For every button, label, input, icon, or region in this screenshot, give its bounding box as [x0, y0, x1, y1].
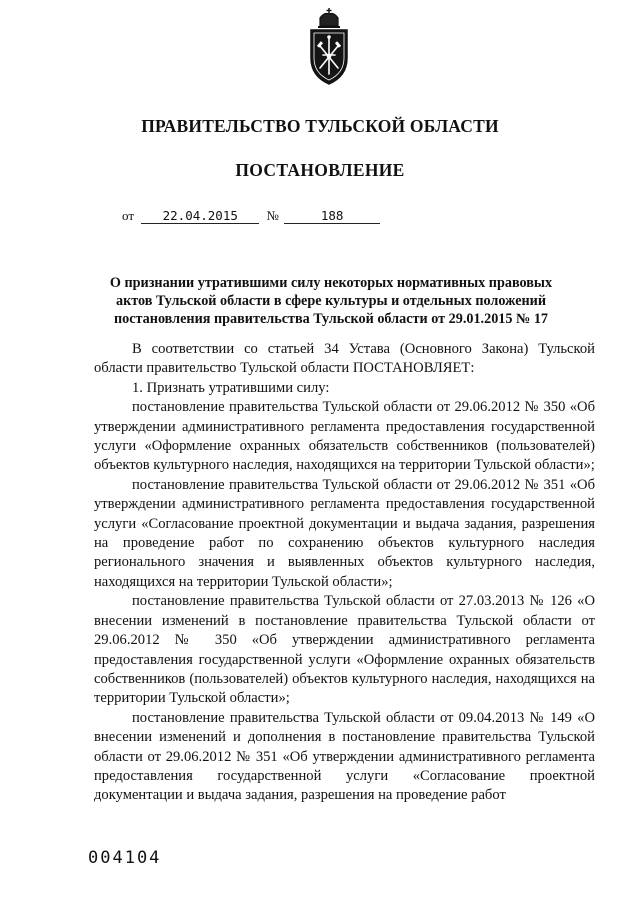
subject-line: актов Тульской области в сфере культуры и отдельных положений: [115, 293, 547, 309]
government-title: ПРАВИТЕЛЬСТВО ТУЛЬСКОЙ ОБЛАСТИ: [141, 116, 499, 136]
body-paragraph: постановление правительства Тульской области от 09.04.2013 № 149 «О внесении изменений и дополнения в постановление правительства Тульской области от 29.06.2012 № 351 «Об утверждении административного регламента предоставления государственной услуги «Согласование проектной документации и выдача задания, разрешения на проведение работ: [94, 709, 595, 804]
body-paragraph: постановление правительства Тульской области от 29.06.2012 № 350 «Об утверждении административного регламента предоставления государственной услуги «Оформление охранных обязательств собственников (пользователей) объектов культурного наследия, находящихся на территории Тульской области»;: [94, 399, 595, 474]
coat-of-arms-icon: [306, 6, 352, 88]
body-paragraph: постановление правительства Тульской области от 27.03.2013 № 126 «О внесении изменений в постановление правительства Тульской области от 29.06.2012 № 350 «Об утверждении административного регламента предоставления государственной услуги «Оформление охранных обязательств собственников (пользователей) объектов культурного наследия, находящихся на территории Тульской области»;: [94, 593, 595, 707]
document-type: ПОСТАНОВЛЕНИЕ: [235, 160, 405, 180]
body-paragraph: 1. Признать утратившими силу:: [132, 379, 330, 396]
form-serial-number: 004104: [88, 848, 162, 868]
body-paragraph: постановление правительства Тульской области от 29.06.2012 № 351 «Об утверждении административного регламента предоставления государственной услуги «Согласование проектной документации и выдача задания, разрешения на проведение работ по сохранению объектов культурного наследия регионального значения и выявленных объектов культурного наследия, находящихся на территории Тульской области»;: [94, 476, 595, 590]
registration-line: [122, 208, 380, 224]
date-label: от: [122, 208, 135, 223]
document-number: 188: [284, 209, 380, 224]
document-subject: [92, 274, 570, 328]
document-date: 22.04.2015: [141, 209, 259, 224]
document-body: [94, 340, 595, 806]
body-paragraph: В соответствии со статьей 34 Устава (Основного Закона) Тульской области правительство Тульской области ПОСТАНОВЛЯЕТ:: [94, 341, 595, 377]
subject-line: О признании утратившими силу некоторых нормативных правовых: [109, 275, 553, 291]
number-label: №: [266, 208, 279, 223]
subject-line: постановления правительства Тульской области от 29.01.2015 № 17: [113, 311, 549, 327]
